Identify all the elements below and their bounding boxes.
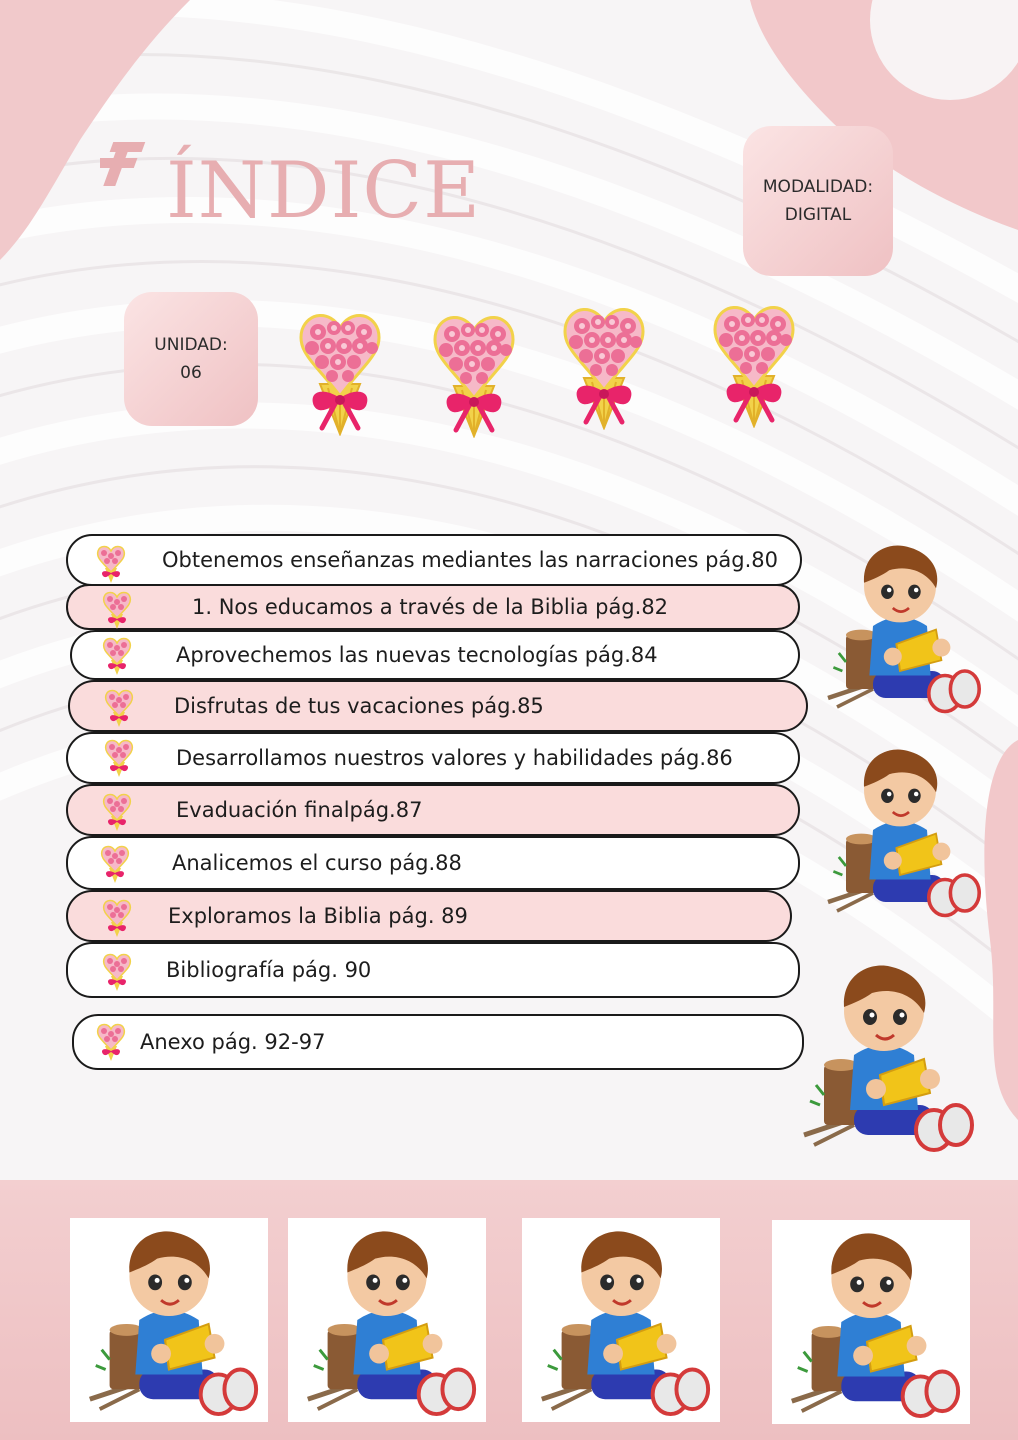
modality-label: MODALIDAD: bbox=[762, 177, 874, 197]
cross-icon bbox=[100, 140, 150, 190]
bouquet-icon bbox=[94, 1022, 128, 1062]
title-block bbox=[100, 140, 482, 240]
unit-value: 06 bbox=[180, 363, 202, 383]
bouquet-icon bbox=[100, 792, 134, 832]
reading-boy-illustration bbox=[810, 536, 990, 716]
bouquet-icon bbox=[292, 306, 388, 436]
reading-boy-illustration bbox=[772, 1220, 970, 1424]
reading-boy-illustration bbox=[288, 1218, 486, 1422]
toc-item[interactable] bbox=[66, 534, 802, 586]
toc-item[interactable] bbox=[70, 630, 800, 680]
toc-item-label: Obtenemos enseñanzas mediantes las narraciones pág.80 bbox=[162, 548, 779, 572]
toc-item-label: Evaduación finalpág.87 bbox=[176, 798, 423, 822]
reading-boy-illustration bbox=[70, 1218, 268, 1422]
bouquet-icon bbox=[100, 636, 134, 676]
toc-item-label: Aprovechemos las nuevas tecnologías pág.84 bbox=[176, 643, 658, 667]
bouquet-icon bbox=[556, 300, 652, 430]
bouquet-icon bbox=[706, 298, 802, 428]
bouquet-icon bbox=[426, 308, 522, 438]
unit-card bbox=[124, 292, 258, 426]
modality-card bbox=[743, 126, 893, 276]
toc-item-label: Analicemos el curso pág.88 bbox=[172, 851, 462, 875]
toc-item[interactable] bbox=[66, 836, 800, 890]
toc-item-label: Bibliografía pág. 90 bbox=[166, 958, 372, 982]
toc-item-label: Anexo pág. 92-97 bbox=[140, 1030, 326, 1054]
bouquet-icon bbox=[100, 952, 134, 992]
reading-boy-illustration bbox=[784, 950, 984, 1160]
bouquet-icon bbox=[100, 590, 134, 630]
toc-item-label: Exploramos la Biblia pág. 89 bbox=[168, 904, 468, 928]
bouquet-icon bbox=[98, 844, 132, 884]
bouquet-icon bbox=[100, 898, 134, 938]
image-tile bbox=[522, 1218, 720, 1422]
toc-item[interactable] bbox=[66, 732, 800, 784]
toc-item-label: Desarrollamos nuestros valores y habilidades pág.86 bbox=[176, 746, 733, 770]
bouquet-icon bbox=[102, 688, 136, 728]
toc-item[interactable] bbox=[66, 942, 800, 998]
toc-item[interactable] bbox=[68, 680, 808, 732]
toc-item-label: 1. Nos educamos a través de la Biblia pág.82 bbox=[192, 595, 669, 619]
image-tile bbox=[70, 1218, 268, 1422]
reading-boy-illustration bbox=[522, 1218, 720, 1422]
image-tile bbox=[772, 1220, 970, 1424]
reading-boy-illustration bbox=[810, 740, 990, 920]
modality-value: DIGITAL bbox=[784, 205, 852, 225]
toc-item-label: Disfrutas de tus vacaciones pág.85 bbox=[174, 694, 544, 718]
toc-item[interactable] bbox=[66, 584, 800, 630]
toc-item[interactable] bbox=[72, 1014, 804, 1070]
bouquet-icon bbox=[94, 544, 128, 584]
toc-item[interactable] bbox=[66, 784, 800, 836]
toc-item[interactable] bbox=[66, 890, 792, 942]
page-title: ÍNDICE bbox=[166, 146, 482, 236]
bouquet-icon bbox=[102, 738, 136, 778]
unit-label: UNIDAD: bbox=[154, 335, 228, 355]
image-tile bbox=[288, 1218, 486, 1422]
